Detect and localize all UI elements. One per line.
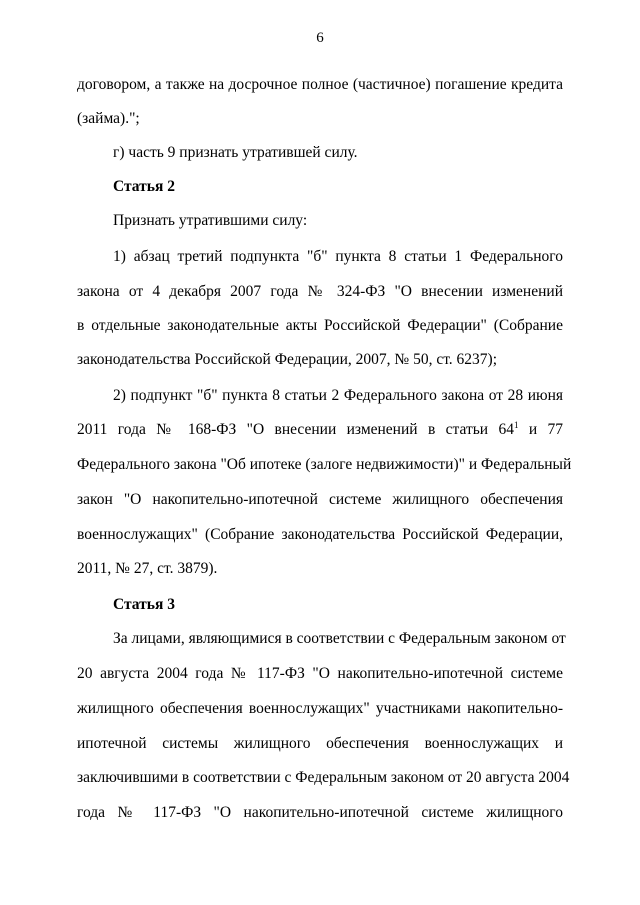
text-line [77, 418, 563, 442]
text-line: заключившими в соответствии с Федеральным законом от 20 августа 2004 [77, 769, 570, 786]
text-line: закон "О накопительно-ипотечной системе жилищного обеспечения [77, 491, 563, 508]
text-line: законодательства Российской Федерации, 2007, № 50, ст. 6237); [77, 351, 498, 368]
text-line: Признать утратившими силу: [113, 212, 308, 229]
text-line: 20 августа 2004 года № 117-ФЗ "О накопительно-ипотечной системе [77, 665, 563, 682]
article-heading: Статья 3 [113, 596, 175, 613]
page-number: 6 [316, 30, 324, 46]
article-heading: Статья 2 [113, 178, 175, 195]
superscript: 1 [513, 420, 519, 430]
text-fragment: и 77 [518, 421, 564, 438]
text-line: жилищного обеспечения военнослужащих" участниками накопительно- [77, 700, 563, 717]
text-line: 1) абзац третий подпункта "б" пункта 8 статьи 1 Федерального [113, 248, 563, 265]
text-line: г) часть 9 признать утратившей силу. [113, 144, 358, 161]
text-line: закона от 4 декабря 2007 года № 324-ФЗ "О внесении изменений [77, 283, 563, 300]
text-line: (займа)."; [77, 110, 140, 127]
text-line: За лицами, являющимися в соответствии с Федеральным законом от [113, 630, 566, 647]
text-line: ипотечной системы жилищного обеспечения военнослужащих и [77, 735, 563, 752]
text-line: года № 117-ФЗ "О накопительно-ипотечной системе жилищного [77, 804, 563, 821]
text-line: Федерального закона "Об ипотеке (залоге недвижимости)" и Федеральный [77, 456, 572, 473]
text-line: 2011, № 27, ст. 3879). [77, 560, 218, 577]
text-line: в отдельные законодательные акты Российской Федерации" (Собрание [77, 317, 563, 334]
text-line: договором, а также на досрочное полное (частичное) погашение кредита [77, 76, 563, 93]
text-line: военнослужащих" (Собрание законодательства Российской Федерации, [77, 526, 563, 543]
text-line: 2) подпункт "б" пункта 8 статьи 2 Федерального закона от 28 июня [113, 387, 563, 404]
text-fragment: 2011 года № 168-ФЗ "О внесении изменений в статьи 64 [77, 421, 514, 438]
